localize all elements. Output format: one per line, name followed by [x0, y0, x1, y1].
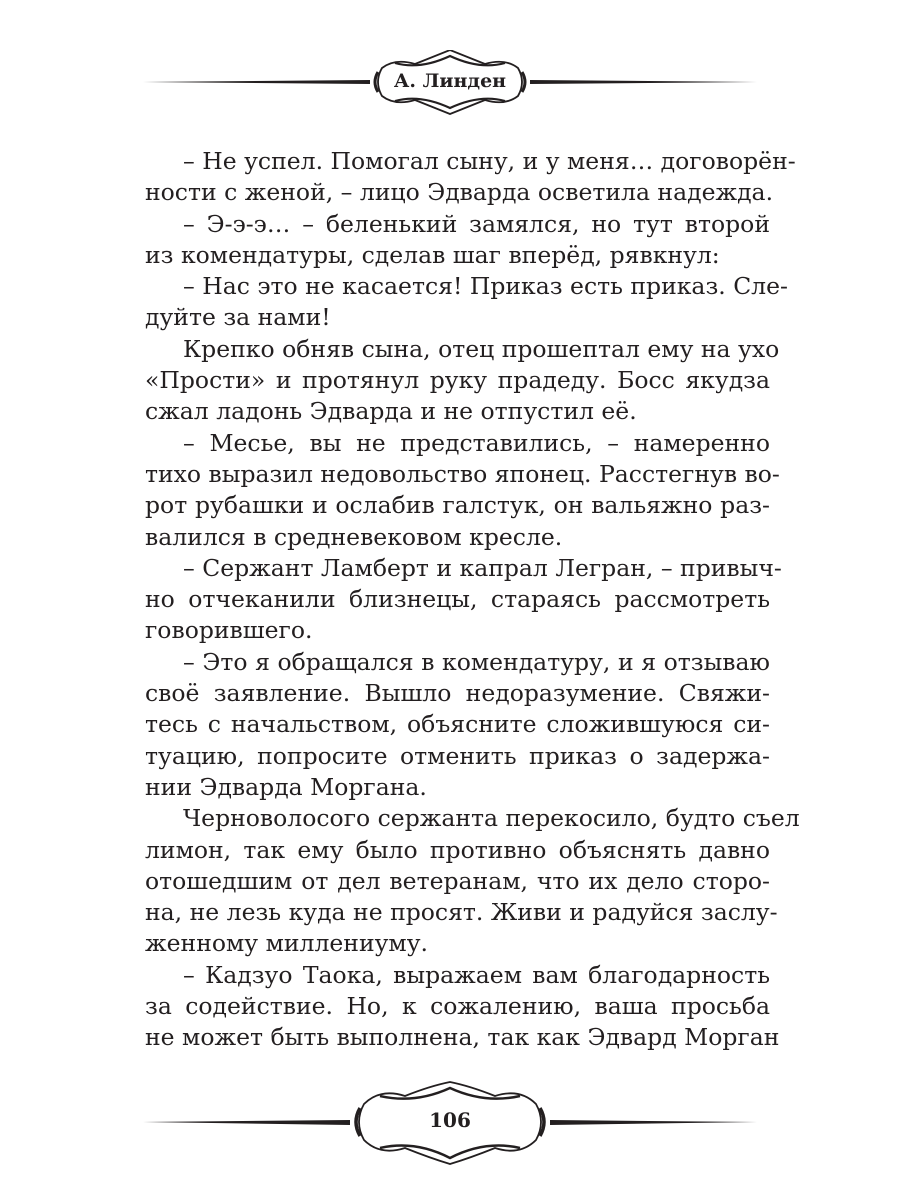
text-line: валился в средневековом кресле.: [145, 522, 563, 551]
text-line: – Месье, вы не представились, – намеренно: [183, 428, 770, 457]
text-line: дуйте за нами!: [145, 303, 331, 332]
text-line: тихо выразил недовольство японец. Расстегнув во-: [145, 459, 780, 488]
text-line: нии Эдварда Моргана.: [145, 772, 427, 801]
text-line: сжал ладонь Эдварда и не отпустил её.: [145, 397, 637, 426]
text-line: «Прости» и протянул руку прадеду. Босс якудза: [145, 366, 770, 395]
running-header: [0, 50, 900, 120]
text-line: из комендатуры, сделав шаг вперёд, рявкнул:: [145, 240, 720, 269]
text-line: женному миллениуму.: [145, 929, 429, 958]
text-line: Черноволосого сержанта перекосило, будто съел: [183, 804, 800, 833]
page-body-text: [145, 146, 800, 1054]
text-line: на, не лезь куда не просят. Живи и радуйся заслу-: [145, 898, 778, 927]
page-number: 106: [429, 1108, 471, 1132]
text-line: – Это я обращался в комендатуру, и я отзываю: [183, 647, 770, 676]
text-line: – Кадзуо Таока, выражаем вам благодарность: [183, 960, 770, 989]
text-line: отошедшим от дел ветеранам, что их дело сторо-: [145, 866, 770, 895]
text-line: – Э-э-э… – беленький замялся, но тут второй: [183, 209, 770, 238]
author-name: А. Линден: [393, 70, 507, 92]
text-line: но отчеканили близнецы, стараясь рассмотреть: [145, 585, 770, 614]
text-line: – Не успел. Помогал сыну, и у меня… договорён-: [183, 147, 796, 175]
text-line: тесь с начальством, объясните сложившуюся си-: [145, 710, 770, 739]
text-line: – Нас это не касается! Приказ есть приказ. Сле-: [183, 272, 788, 301]
text-line: Крепко обняв сына, отец прошептал ему на ухо: [183, 334, 780, 363]
text-line: ности с женой, – лицо Эдварда осветила надежда.: [145, 178, 774, 207]
text-line: не может быть выполнена, так как Эдвард Морган: [145, 1023, 780, 1052]
text-line: говорившего.: [145, 616, 313, 645]
text-line: лимон, так ему было противно объяснять давно: [145, 835, 770, 864]
text-line: за содействие. Но, к сожалению, ваша просьба: [145, 992, 770, 1021]
text-line: рот рубашки и ослабив галстук, он вальяжно раз-: [145, 491, 770, 520]
text-line: – Сержант Ламберт и капрал Легран, – привыч-: [183, 553, 782, 582]
page-footer: [0, 1080, 900, 1170]
text-line: своё заявление. Вышло недоразумение. Свяжи-: [145, 679, 770, 708]
text-line: туацию, попросите отменить приказ о задержа-: [145, 741, 770, 770]
